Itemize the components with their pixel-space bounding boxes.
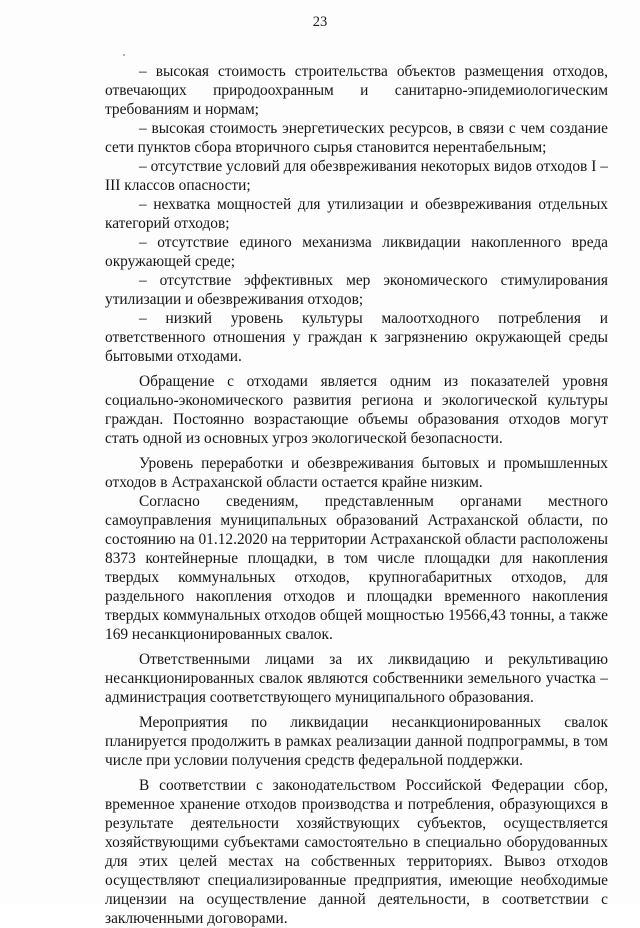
list-item-construction-cost: – высокая стоимость строительства объектов размещения отходов, отвечающих природоохранным и санитарно-эпидемиологическим требованиям и нормам;	[105, 63, 608, 118]
list-item-low-culture: – низкий уровень культуры малоотходного потребления и ответственного отношения у граждан к загрязнению окружающей среды бытовыми отходами.	[105, 310, 608, 365]
list-item-capacity-shortage: – нехватка мощностей для утилизации и обезвреживания отдельных категорий отходов;	[105, 196, 608, 232]
list-item-no-economic-incentives: – отсутствие эффективных мер экономического стимулирования утилизации и обезвреживания отходов;	[105, 272, 608, 308]
paragraph-responsible-parties: Ответственными лицами за их ликвидацию и рекультивацию несанкционированных свалок являются собственники земельного участка – администрация соответствующего муниципального образования.	[105, 651, 608, 706]
page-number: 23	[312, 14, 328, 30]
list-item-energy-cost: – высокая стоимость энергетических ресурсов, в связи с чем создание сети пунктов сбора вторичного сырья становится нерентабельным;	[105, 120, 608, 156]
paragraph-waste-management-indicator: Обращение с отходами является одним из показателей уровня социально-экономического развития региона и экологической культуры граждан. Постоянно возрастающие объемы образования отходов могут стать одной из основных угроз экологической безопасности.	[105, 373, 608, 447]
list-item-no-liquidation-mechanism: – отсутствие единого механизма ликвидации накопленного вреда окружающей среде;	[105, 234, 608, 270]
document-body	[105, 62, 608, 928]
paragraph-processing-level: Уровень переработки и обезвреживания бытовых и промышленных отходов в Астраханской области остается крайне низким.	[105, 455, 608, 491]
paragraph-container-sites: Согласно сведениям, представленным органами местного самоуправления муниципальных образований Астраханской области, по состоянию на 01.12.2020 на территории Астраханской области расположены 8373 контейнерные площадки, в том числе площадки для накопления твердых коммунальных отходов, крупногабаритных отходов, для раздельного накопления отходов и площадки временного накопления твердых коммунальных отходов общей мощностью 19566,43 тонны, а также 169 несанкционированных свалок.	[105, 493, 608, 643]
list-item-no-neutralization-conditions: – отсутствие условий для обезвреживания некоторых видов отходов I – III классов опасности;	[105, 158, 608, 194]
paragraph-planned-measures: Мероприятия по ликвидации несанкционированных свалок планируется продолжить в рамках реализации данной подпрограммы, в том числе при условии получения средств федеральной поддержки.	[105, 714, 608, 769]
scan-speck	[123, 54, 125, 56]
paragraph-legislation: В соответствии с законодательством Российской Федерации сбор, временное хранение отходов производства и потребления, образующихся в результате деятельности хозяйствующих субъектов, осуществляется хозяйствующими субъектами самостоятельно в специально оборудованных для этих целей местах на собственных территориях. Вывоз отходов осуществляют специализированные предприятия, имеющие необходимые лицензии на осуществление данной деятельности, в соответствии с заключенными договорами.	[105, 777, 608, 927]
